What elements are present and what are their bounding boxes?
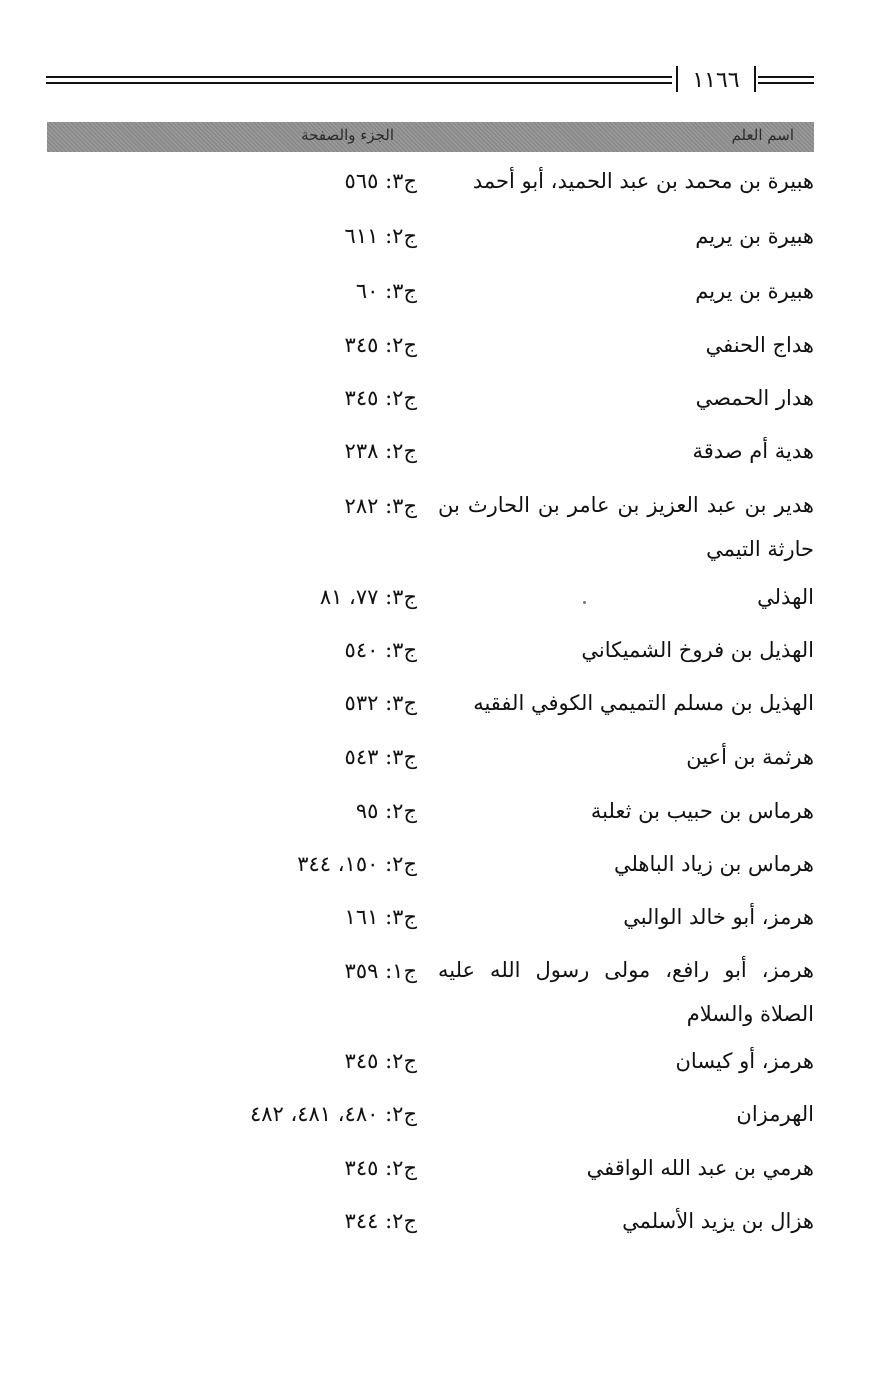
entry-name: هدية أم صدقة	[692, 439, 814, 463]
entry-name: هرمز، أبو خالد الوالبي	[623, 905, 814, 929]
entry-reference: ج٣: ١٦١	[344, 905, 417, 929]
column-heading-band	[47, 122, 814, 152]
column-heading-name: اسم العلم	[731, 126, 794, 144]
entry-reference: ج٢: ١٥٠، ٣٤٤	[297, 852, 417, 876]
entry-reference: ج٢: ٣٤٥	[344, 1156, 417, 1180]
entry-reference: ج٢: ٣٤٥	[344, 386, 417, 410]
page-number: ١١٦٦	[692, 68, 740, 93]
entry-name: الهذلي	[757, 585, 814, 609]
entry-name: هداج الحنفي	[705, 333, 814, 357]
entry-name: هبيرة بن محمد بن عبد الحميد، أبو أحمد	[472, 169, 814, 193]
entry-name: هبيرة بن يريم	[695, 224, 814, 248]
entry-reference: ج٣: ٥٦٥	[344, 169, 417, 193]
entry-reference: ج٣: ٥٤٣	[344, 745, 417, 769]
entry-name: الهذيل بن مسلم التميمي الكوفي الفقيه	[473, 691, 814, 715]
entry-name: الهرمزان	[736, 1102, 814, 1126]
print-speck	[583, 601, 586, 604]
entry-reference: ج٣: ٢٨٢	[344, 494, 417, 518]
entry-reference: ج٣: ٥٣٢	[344, 691, 417, 715]
header-bar-right	[754, 66, 756, 92]
entry-reference: ج١: ٣٥٩	[344, 959, 417, 983]
entry-reference: ج٢: ٤٨٠، ٤٨١، ٤٨٢	[249, 1102, 417, 1126]
entry-name: هدير بن عبد العزيز بن عامر بن الحارث بن حارثة التيمي	[438, 493, 814, 561]
column-heading-reference: الجزء والصفحة	[301, 126, 394, 144]
entry-name: هرمز، أبو رافع، مولى رسول الله عليه الصلاة والسلام	[438, 958, 814, 1026]
entry-reference: ج٢: ٣٤٥	[344, 1049, 417, 1073]
entry-name: هرماس بن حبيب بن ثعلبة	[590, 799, 814, 823]
entry-reference: ج٢: ٣٤٥	[344, 333, 417, 357]
entry-name: هرثمة بن أعين	[686, 745, 814, 769]
header-rule-right	[758, 76, 814, 84]
entry-name: هرمي بن عبد الله الواقفي	[586, 1156, 814, 1180]
entry-reference: ج٢: ٩٥	[355, 799, 417, 823]
entry-name: هرماس بن زياد الباهلي	[613, 852, 814, 876]
entry-name: هرمز، أو كيسان	[675, 1049, 814, 1073]
entry-name: الهذيل بن فروخ الشميكاني	[581, 638, 814, 662]
header-rule-left	[46, 76, 672, 84]
running-header	[46, 66, 814, 96]
entry-reference: ج٣: ٦٠	[355, 279, 417, 303]
entry-reference: ج٢: ٢٣٨	[344, 439, 417, 463]
entry-name: هدار الحمصي	[695, 386, 814, 410]
entry-reference: ج٣: ٧٧، ٨١	[319, 585, 417, 609]
entry-reference: ج٢: ٣٤٤	[344, 1209, 417, 1233]
entry-reference: ج٢: ٦١١	[344, 224, 417, 248]
entry-reference: ج٣: ٥٤٠	[344, 638, 417, 662]
entry-name: هزال بن يزيد الأسلمي	[622, 1209, 814, 1233]
entry-name: هبيرة بن يريم	[695, 279, 814, 303]
